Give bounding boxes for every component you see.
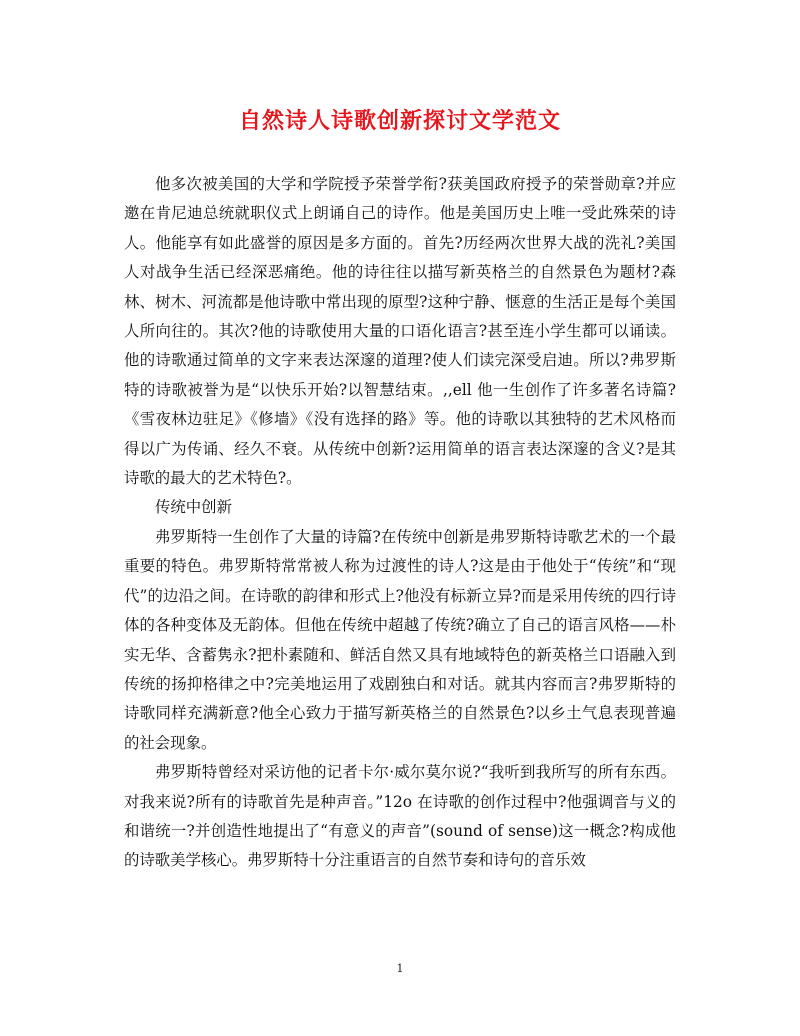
page-number: 1 — [396, 962, 404, 975]
paragraph-innovation: 弗罗斯特一生创作了大量的诗篇?在传统中创新是弗罗斯特诗歌艺术的一个最重要的特色。弗罗斯特常常被人称为过渡性的诗人?这是由于他处于“传统”和“现代”的边沿之间。在诗歌的韵律和形式上?他没有标新立异?而是采用传统的四行诗体的各种变体及无韵体。但他在传统中超越了传统?确立了自己的语言风格——朴实无华、含蓄隽永?把朴素随和、鲜活自然又具有地域特色的新英格兰口语融入到传统的扬抑格律之中?完美地运用了戏剧独白和对话。就其内容而言?弗罗斯特的诗歌同样充满新意?他全心致力于描写新英格兰的自然景色?以乡土气息表现普遍的社会现象。 — [124, 527, 676, 752]
section-heading: 传统中创新 — [155, 498, 232, 517]
document-body — [124, 170, 676, 876]
paragraph-sound: 弗罗斯特曾经对采访他的记者卡尔·威尔莫尔说?“我听到我所写的所有东西。对我来说?所有的诗歌首先是种声音。”12o 在诗歌的创作过程中?他强调音与义的和谐统一?并创造性地提出了“有意义的声音”(sound of sense)这一概念?构成他的诗歌美学核心。弗罗斯特十分注重语言的自然节奏和诗句的音乐效 — [124, 763, 676, 870]
paragraph-intro: 他多次被美国的大学和学院授予荣誉学衔?获美国政府授予的荣誉勋章?并应邀在肯尼迪总统就职仪式上朗诵自己的诗作。他是美国历史上唯一受此殊荣的诗人。他能享有如此盛誉的原因是多方面的。首先?历经两次世界大战的洗礼?美国人对战争生活已经深恶痛绝。他的诗往往以描写新英格兰的自然景色为题材?森林、树木、河流都是他诗歌中常出现的原型?这种宁静、惬意的生活正是每个美国人所向往的。其次?他的诗歌使用大量的口语化语言?甚至连小学生都可以诵读。他的诗歌通过简单的文字来表达深邃的道理?使人们读完深受启迪。所以?弗罗斯特的诗歌被誉为是“以快乐开始?以智慧结束。,,ell 他一生创作了许多著名诗篇?《雪夜林边驻足》《修墙》《没有选择的路》等。他的诗歌以其独特的艺术风格而得以广为传诵、经久不衰。从传统中创新?运用简单的语言表达深邃的含义?是其诗歌的最大的艺术特色?。 — [124, 175, 676, 488]
document-title: 自然诗人诗歌创新探讨文学范文 — [238, 108, 561, 134]
